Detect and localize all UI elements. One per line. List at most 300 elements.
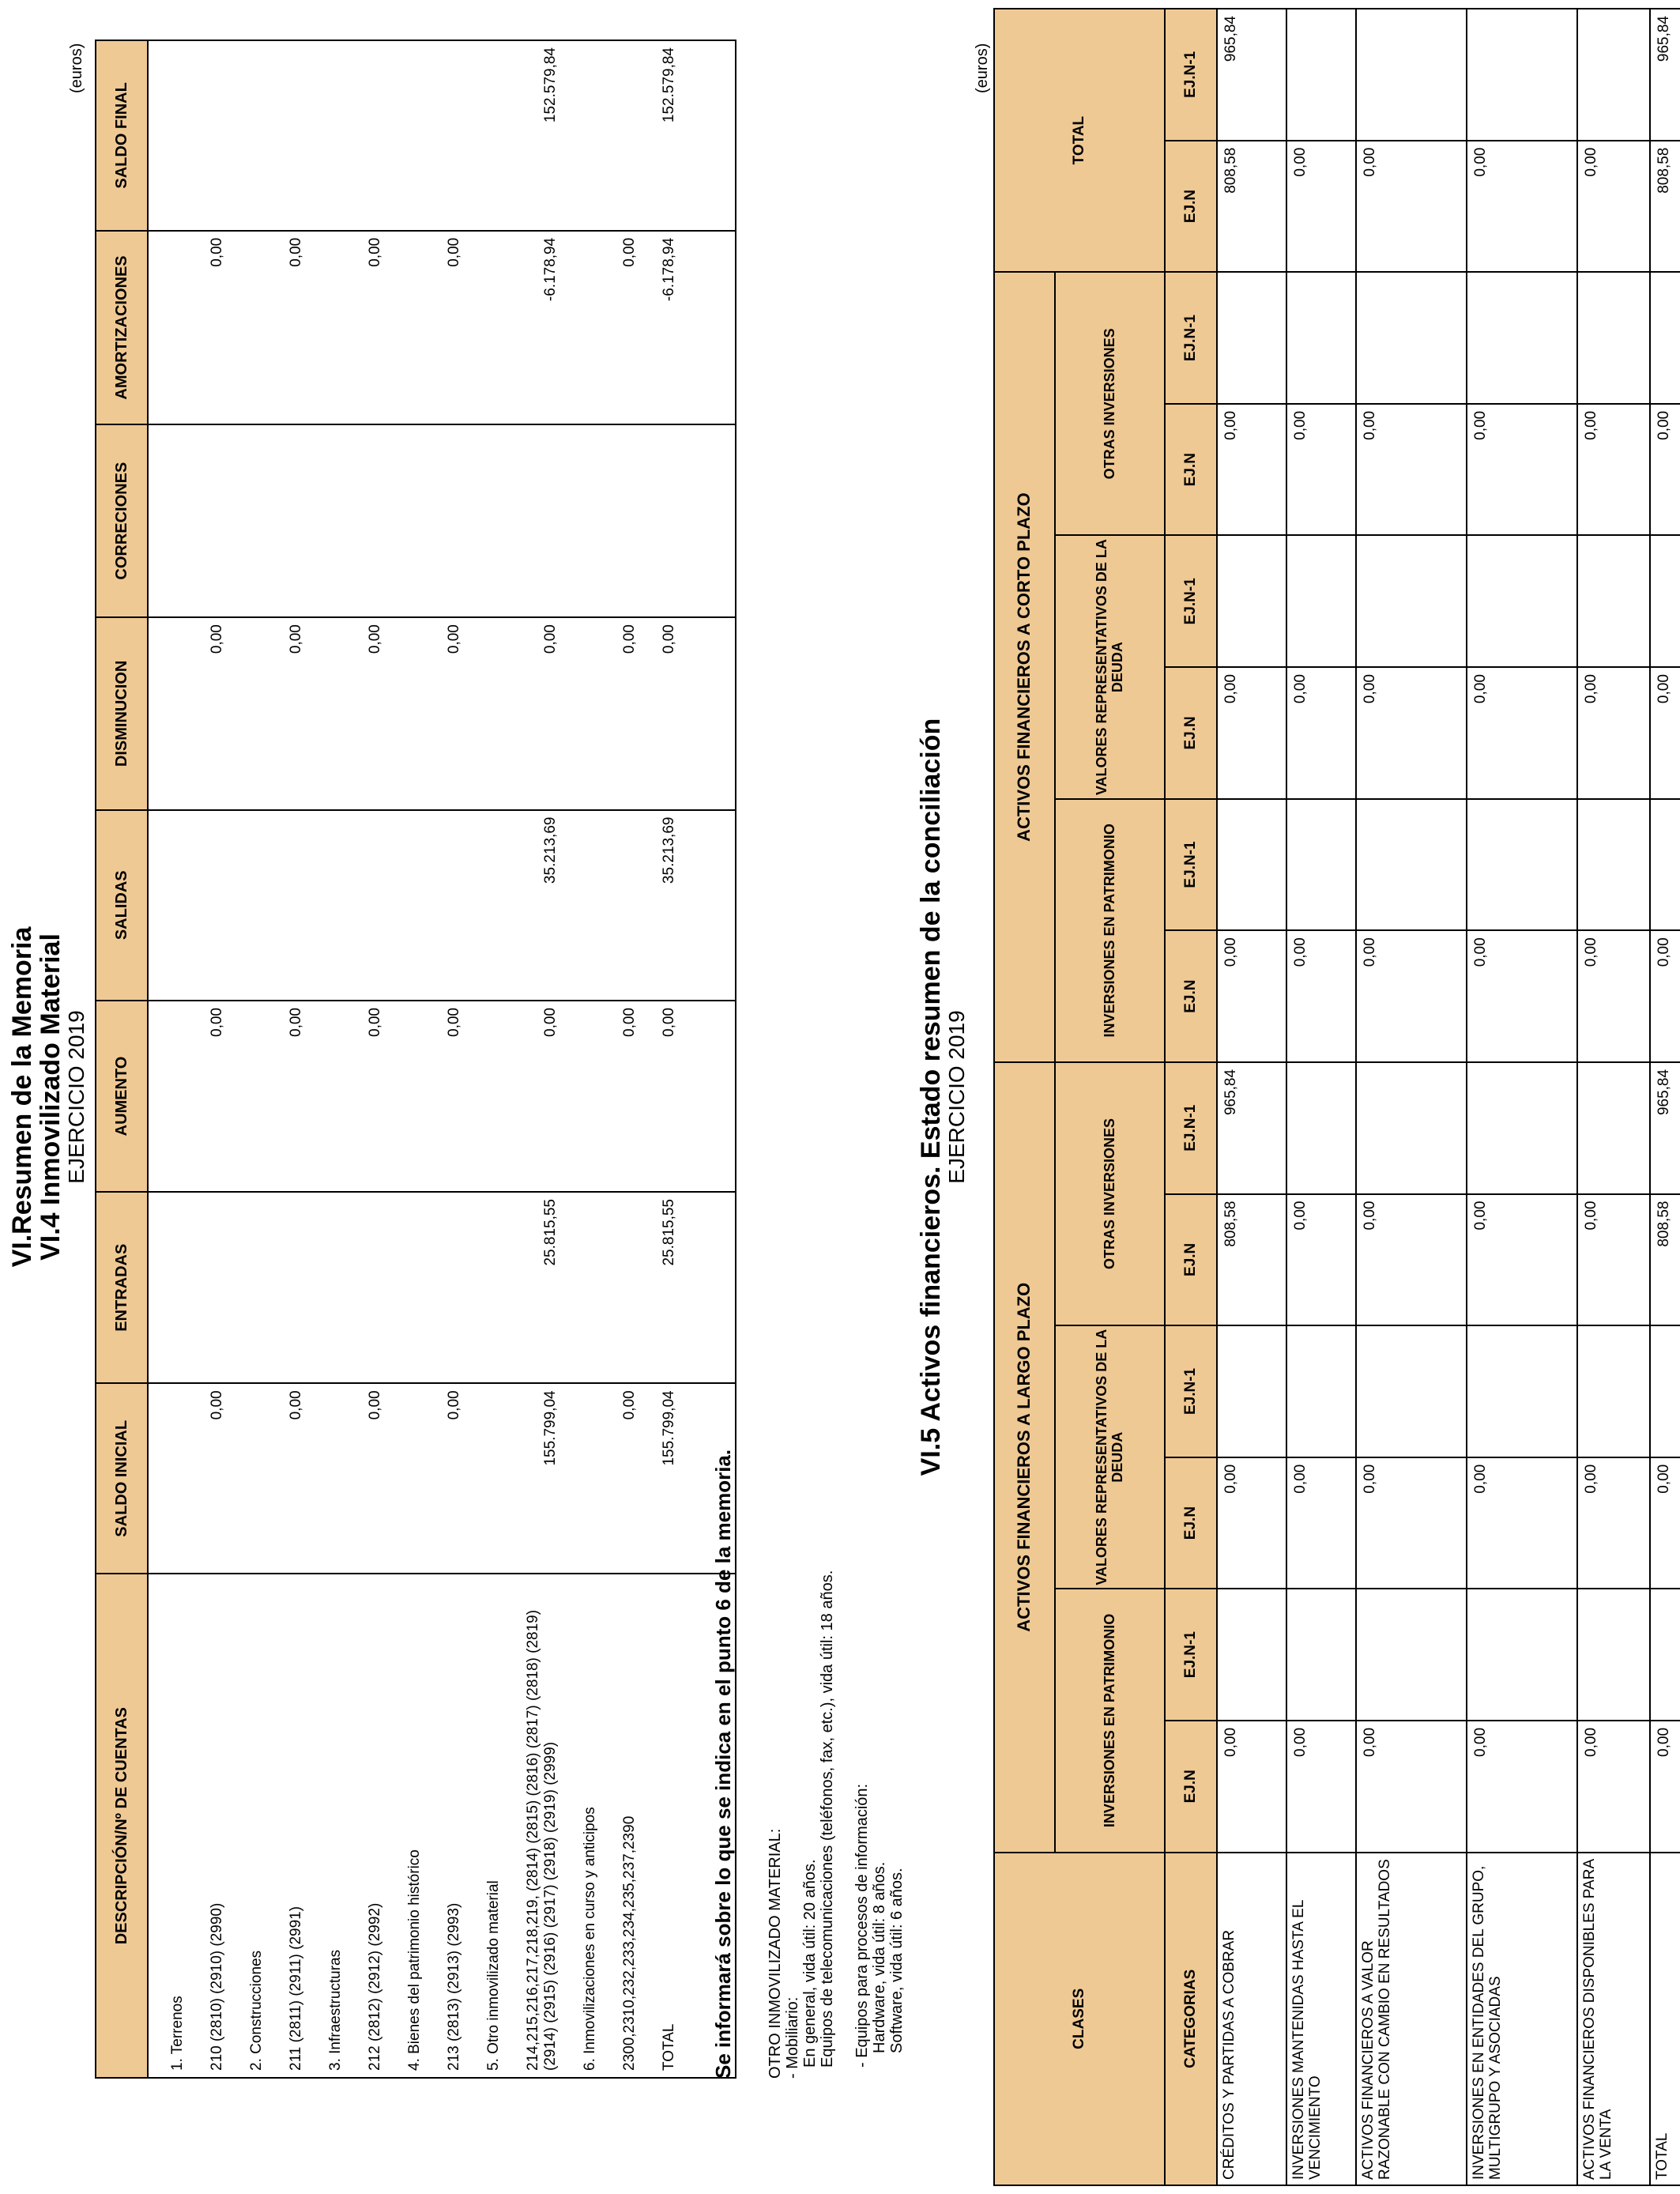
- row-category: INVERSIONES EN ENTIDADES DEL GRUPO, MULTIGRUPO Y ASOCIADAS: [1467, 1853, 1577, 2185]
- ej-header: EJ.N: [1165, 141, 1217, 273]
- value-cell: [390, 1193, 430, 1382]
- row-description-text: 5. Otro inmovilizado material: [485, 1880, 502, 2071]
- value-cell: 0,00: [1286, 667, 1356, 799]
- value-cell: [1356, 1589, 1467, 1721]
- row-description: [193, 1581, 232, 2071]
- value-text: 0,00: [446, 237, 462, 267]
- value-cell: [193, 1001, 232, 1191]
- row-description: [311, 1581, 351, 2071]
- value-cell: [1356, 272, 1467, 404]
- value-cell: [430, 618, 469, 809]
- value-text: 25.815,55: [542, 1199, 559, 1266]
- value-cell: [645, 425, 684, 616]
- value-cell: [390, 232, 430, 424]
- value-cell: [1650, 1325, 1680, 1457]
- value-cell: [430, 41, 469, 230]
- value-cell: [193, 811, 232, 1000]
- value-cell: 0,00: [1356, 404, 1467, 536]
- value-cell: [1356, 799, 1467, 931]
- value-cell: [390, 618, 430, 809]
- value-text: 152.579,84: [661, 47, 677, 123]
- column-header: SALDO FINAL: [96, 40, 148, 231]
- value-cell: [509, 41, 566, 230]
- value-cell: [272, 618, 311, 809]
- value-cell: 0,00: [1467, 667, 1577, 799]
- value-cell: [566, 1193, 605, 1382]
- group-header: INVERSIONES EN PATRIMONIO: [1055, 799, 1165, 1062]
- value-cell: [193, 41, 232, 230]
- depreciation-notes: [767, 1570, 906, 2079]
- ej-header: EJ.N-1: [1165, 799, 1217, 931]
- value-cell: [311, 41, 351, 230]
- value-text: 0,00: [367, 624, 383, 654]
- value-cell: [1286, 9, 1356, 141]
- header-largo-plazo: ACTIVOS FINANCIEROS A LARGO PLAZO: [994, 1062, 1055, 1853]
- value-text: 0,00: [542, 1008, 559, 1037]
- value-cell: 0,00: [1356, 667, 1467, 799]
- value-text: 152.579,84: [542, 47, 559, 123]
- row-description: [232, 1581, 272, 2071]
- value-text: 0,00: [621, 624, 638, 654]
- value-cell: [645, 232, 684, 424]
- table-header-row: [96, 40, 148, 2078]
- value-cell: [605, 1384, 645, 1573]
- value-cell: 808,58: [1650, 141, 1680, 273]
- value-cell: [509, 1384, 566, 1573]
- value-cell: 808,58: [1650, 1194, 1680, 1326]
- table-row: [1650, 9, 1680, 2185]
- row-description-text: 1. Terrenos: [169, 1996, 186, 2071]
- value-cell: [430, 1001, 469, 1191]
- value-cell: [566, 425, 605, 616]
- value-cell: [272, 41, 311, 230]
- value-cell: [311, 232, 351, 424]
- value-cell: [351, 1193, 390, 1382]
- value-cell: [605, 41, 645, 230]
- value-cell: 0,00: [1650, 667, 1680, 799]
- value-text: 0,00: [621, 237, 638, 267]
- value-cell: [1217, 1589, 1286, 1721]
- value-text: 0,00: [209, 624, 225, 654]
- value-cell: 0,00: [1356, 1721, 1467, 1853]
- memoria-note: Se informará sobre lo que se indica en el punto 6 de la memoria.: [711, 1449, 735, 2079]
- value-cell: [1577, 272, 1650, 404]
- column-header: CORRECIONES: [96, 424, 148, 617]
- value-cell: [469, 1193, 509, 1382]
- value-cell: [605, 1001, 645, 1191]
- value-cell: [232, 1384, 272, 1573]
- value-cell: [311, 1384, 351, 1573]
- value-cell: [1577, 1062, 1650, 1194]
- value-cell: [351, 618, 390, 809]
- value-cell: 0,00: [1217, 404, 1286, 536]
- value-text: 0,00: [621, 1008, 638, 1037]
- value-cell: [272, 811, 311, 1000]
- column-header: ENTRADAS: [96, 1192, 148, 1383]
- value-column: [148, 1001, 736, 1192]
- value-cell: [1467, 1589, 1577, 1721]
- value-cell: [566, 811, 605, 1000]
- value-cell: 808,58: [1217, 141, 1286, 273]
- value-cell: [390, 425, 430, 616]
- value-cell: [390, 1384, 430, 1573]
- note-line: Hardware, vida útil: 8 años.: [871, 1861, 888, 2053]
- section1-title: VI.Resumen de la Memoria: [7, 926, 37, 1268]
- value-cell: [351, 425, 390, 616]
- table-body-row: [148, 40, 736, 2078]
- value-cell: [272, 1384, 311, 1573]
- value-text: 0,00: [288, 624, 304, 654]
- value-cell: 965,84: [1217, 9, 1286, 141]
- value-cell: [232, 811, 272, 1000]
- value-cell: [153, 618, 193, 809]
- value-cell: [430, 1384, 469, 1573]
- ej-header: EJ.N: [1165, 1721, 1217, 1853]
- table-row: [1577, 9, 1650, 2185]
- value-cell: [566, 1001, 605, 1191]
- row-category: ACTIVOS FINANCIEROS A VALOR RAZONABLE CON CAMBIO EN RESULTADOS: [1356, 1853, 1467, 2185]
- value-cell: [469, 1384, 509, 1573]
- value-cell: [469, 232, 509, 424]
- value-cell: [272, 425, 311, 616]
- row-description-text: 2. Construcciones: [248, 1950, 265, 2071]
- row-description: [272, 1581, 311, 2071]
- value-cell: [430, 1193, 469, 1382]
- row-category: INVERSIONES MANTENIDAS HASTA EL VENCIMIENTO: [1286, 1853, 1356, 2185]
- value-text: 0,00: [661, 1008, 677, 1037]
- value-cell: [193, 1384, 232, 1573]
- value-cell: 0,00: [1356, 930, 1467, 1062]
- value-cell: [1286, 1589, 1356, 1721]
- value-cell: [509, 1193, 566, 1382]
- value-cell: [430, 425, 469, 616]
- note-line: Software, vida útil: 6 años.: [888, 1868, 906, 2053]
- group-header: VALORES REPRESENTATIVOS DE LA DEUDA: [1055, 535, 1165, 798]
- column-header: AUMENTO: [96, 1001, 148, 1192]
- value-text: 155.799,04: [661, 1390, 677, 1466]
- value-cell: [390, 1001, 430, 1191]
- value-cell: [272, 1193, 311, 1382]
- value-cell: 0,00: [1577, 1194, 1650, 1326]
- ej-header: EJ.N-1: [1165, 1325, 1217, 1457]
- column-header: DISMINUCION: [96, 617, 148, 809]
- value-cell: [1577, 799, 1650, 931]
- value-text: 0,00: [209, 237, 225, 267]
- value-cell: 0,00: [1356, 1457, 1467, 1589]
- value-cell: [351, 811, 390, 1000]
- table-row: [1217, 9, 1286, 2185]
- value-cell: 0,00: [1217, 1721, 1286, 1853]
- value-cell: [469, 41, 509, 230]
- value-cell: [1577, 1589, 1650, 1721]
- value-text: 0,00: [367, 237, 383, 267]
- value-text: 35.213,69: [661, 816, 677, 884]
- value-cell: [469, 1001, 509, 1191]
- value-cell: [272, 232, 311, 424]
- value-cell: [153, 1384, 193, 1573]
- value-cell: [232, 41, 272, 230]
- value-cell: [311, 811, 351, 1000]
- value-cell: 0,00: [1356, 1194, 1467, 1326]
- value-cell: 0,00: [1217, 667, 1286, 799]
- ej-header: EJ.N: [1165, 1194, 1217, 1326]
- value-text: 0,00: [446, 1008, 462, 1037]
- value-text: 155.799,04: [542, 1390, 559, 1466]
- value-cell: [1467, 1325, 1577, 1457]
- row-description: [390, 1581, 430, 2071]
- value-cell: 0,00: [1467, 141, 1577, 273]
- ej-header: EJ.N-1: [1165, 272, 1217, 404]
- value-cell: [1356, 1325, 1467, 1457]
- value-text: 0,00: [209, 1390, 225, 1420]
- header-corto-plazo: ACTIVOS FINANCIEROS A CORTO PLAZO: [994, 272, 1055, 1062]
- value-cell: [1217, 535, 1286, 667]
- value-cell: [509, 618, 566, 809]
- value-cell: [430, 232, 469, 424]
- row-description: [509, 1581, 566, 2071]
- value-cell: 965,84: [1650, 1062, 1680, 1194]
- value-cell: [645, 41, 684, 230]
- value-cell: 0,00: [1286, 1194, 1356, 1326]
- row-description-text: 214,215,216,217,218,219, (2814) (2815) (2816) (2817) (2818) (2819) (2914) (2915) (2916) (2917) (2918) (2919) (2999): [525, 1609, 559, 2071]
- note-line: - Mobiliario:: [784, 1996, 801, 2079]
- value-cell: [272, 1001, 311, 1191]
- value-text: 0,00: [446, 1390, 462, 1420]
- value-cell: 0,00: [1577, 930, 1650, 1062]
- value-cell: [1650, 799, 1680, 931]
- value-cell: [193, 618, 232, 809]
- row-description-text: 210 (2810) (2910) (2990): [209, 1902, 225, 2071]
- column-header: DESCRIPCIÓN/Nº DE CUENTAS: [96, 1574, 148, 2078]
- value-cell: [430, 811, 469, 1000]
- value-cell: [509, 1001, 566, 1191]
- ej-header: EJ.N-1: [1165, 1062, 1217, 1194]
- row-description: [153, 1581, 193, 2071]
- description-column: [148, 1574, 736, 2078]
- value-cell: [1286, 1325, 1356, 1457]
- value-cell: [1356, 1062, 1467, 1194]
- value-cell: [1356, 535, 1467, 667]
- value-cell: [1577, 9, 1650, 141]
- row-category: CRÉDITOS Y PARTIDAS A COBRAR: [1217, 1853, 1286, 2185]
- row-description-text: 3. Infraestructuras: [327, 1949, 344, 2071]
- ej-header: EJ.N: [1165, 667, 1217, 799]
- section2-units: (euros): [974, 43, 991, 93]
- value-text: 25.815,55: [661, 1199, 677, 1266]
- value-cell: [645, 1384, 684, 1573]
- value-cell: [1286, 799, 1356, 931]
- value-cell: [1467, 9, 1577, 141]
- header-clases: CLASES: [994, 1853, 1165, 2185]
- value-text: 0,00: [661, 624, 677, 654]
- value-cell: [153, 41, 193, 230]
- value-text: 0,00: [288, 1008, 304, 1037]
- value-cell: 0,00: [1286, 404, 1356, 536]
- value-cell: 0,00: [1217, 1457, 1286, 1589]
- note-line: En general, vida útil: 20 años.: [801, 1859, 819, 2068]
- ej-header: EJ.N: [1165, 404, 1217, 536]
- value-cell: 0,00: [1650, 930, 1680, 1062]
- value-text: 0,00: [367, 1390, 383, 1420]
- column-header: SALIDAS: [96, 810, 148, 1001]
- value-cell: [566, 1384, 605, 1573]
- value-cell: [1286, 1062, 1356, 1194]
- value-cell: [509, 425, 566, 616]
- value-cell: 0,00: [1650, 404, 1680, 536]
- value-text: -6.178,94: [661, 237, 677, 302]
- note-line: OTRO INMOVILIZADO MATERIAL:: [767, 1828, 784, 2079]
- value-cell: 0,00: [1286, 930, 1356, 1062]
- value-cell: [645, 811, 684, 1000]
- header-categorias: CATEGORIAS: [1165, 1853, 1217, 2185]
- section1-units: (euros): [68, 43, 85, 93]
- value-cell: [153, 811, 193, 1000]
- value-cell: [351, 1384, 390, 1573]
- value-cell: [1650, 272, 1680, 404]
- column-header: AMORTIZACIONES: [96, 231, 148, 424]
- value-cell: [645, 1001, 684, 1191]
- value-cell: 0,00: [1467, 404, 1577, 536]
- value-text: 0,00: [367, 1008, 383, 1037]
- value-cell: [311, 425, 351, 616]
- value-cell: [311, 1001, 351, 1191]
- row-description: [351, 1581, 390, 2071]
- value-cell: [1467, 1062, 1577, 1194]
- value-cell: 0,00: [1650, 1457, 1680, 1589]
- section1-year: EJERCICIO 2019: [64, 1010, 89, 1184]
- value-cell: [1577, 535, 1650, 667]
- value-text: 0,00: [446, 624, 462, 654]
- value-cell: [566, 618, 605, 809]
- row-description-text: 2300,2310,232,233,234,235,237,2390: [621, 1815, 638, 2071]
- row-description: [605, 1581, 645, 2071]
- value-column: [148, 40, 736, 231]
- value-cell: [1286, 535, 1356, 667]
- row-description-text: 211 (2811) (2911) (2991): [288, 1906, 304, 2071]
- value-text: 0,00: [288, 1390, 304, 1420]
- value-cell: [390, 811, 430, 1000]
- row-description-text: 4. Bienes del patrimonio histórico: [406, 1849, 423, 2071]
- value-cell: [605, 811, 645, 1000]
- value-text: 0,00: [288, 237, 304, 267]
- value-cell: [605, 232, 645, 424]
- section2-title: VI.5 Activos financieros. Estado resumen de la conciliación: [916, 718, 946, 1476]
- value-cell: [232, 1193, 272, 1382]
- note-line: [836, 1570, 853, 2079]
- value-cell: [1467, 272, 1577, 404]
- value-cell: [351, 1001, 390, 1191]
- value-cell: [1577, 1325, 1650, 1457]
- value-cell: 0,00: [1286, 1457, 1356, 1589]
- table-row: [1356, 9, 1467, 2185]
- row-description-text: TOTAL: [661, 2023, 677, 2071]
- note-line: - Equipos para procesos de información:: [853, 1783, 871, 2068]
- value-cell: 0,00: [1577, 667, 1650, 799]
- value-cell: 0,00: [1286, 1721, 1356, 1853]
- value-text: 35.213,69: [542, 816, 559, 884]
- value-cell: [469, 811, 509, 1000]
- group-header: OTRAS INVERSIONES: [1055, 1062, 1165, 1325]
- value-cell: 0,00: [1650, 1721, 1680, 1853]
- inmovilizado-table: [95, 40, 736, 2079]
- row-description: [430, 1581, 469, 2071]
- value-cell: [1467, 535, 1577, 667]
- value-cell: [153, 1193, 193, 1382]
- table-row: [1286, 9, 1356, 2185]
- value-text: -6.178,94: [542, 237, 559, 302]
- value-text: 0,00: [542, 624, 559, 654]
- value-column: [148, 810, 736, 1001]
- value-cell: [351, 232, 390, 424]
- value-cell: [153, 232, 193, 424]
- value-cell: [311, 618, 351, 809]
- value-cell: [193, 232, 232, 424]
- value-column: [148, 617, 736, 809]
- row-description-text: 212 (2812) (2912) (2992): [367, 1902, 383, 2071]
- value-cell: [645, 618, 684, 809]
- value-cell: [1467, 799, 1577, 931]
- group-header: INVERSIONES EN PATRIMONIO: [1055, 1589, 1165, 1852]
- value-cell: 0,00: [1577, 1721, 1650, 1853]
- value-cell: 0,00: [1286, 141, 1356, 273]
- row-description: [566, 1581, 605, 2071]
- value-cell: [605, 618, 645, 809]
- value-cell: [509, 232, 566, 424]
- value-cell: [1650, 535, 1680, 667]
- value-cell: [566, 41, 605, 230]
- value-cell: 0,00: [1577, 141, 1650, 273]
- value-cell: [390, 41, 430, 230]
- value-cell: 808,58: [1217, 1194, 1286, 1326]
- group-header: OTRAS INVERSIONES: [1055, 272, 1165, 535]
- value-cell: [1217, 799, 1286, 931]
- group-header: VALORES REPRESENTATIVOS DE LA DEUDA: [1055, 1325, 1165, 1589]
- value-cell: [351, 41, 390, 230]
- ej-header: EJ.N-1: [1165, 1589, 1217, 1721]
- ej-header: EJ.N-1: [1165, 535, 1217, 667]
- value-cell: [1286, 272, 1356, 404]
- row-description-text: 6. Inmovilizaciones en curso y anticipos: [582, 1807, 598, 2071]
- value-cell: 0,00: [1467, 1457, 1577, 1589]
- value-cell: [232, 425, 272, 616]
- ej-header: EJ.N: [1165, 930, 1217, 1062]
- ej-header: EJ.N-1: [1165, 9, 1217, 141]
- row-description: [469, 1581, 509, 2071]
- value-cell: [566, 232, 605, 424]
- column-header: SALDO INICIAL: [96, 1383, 148, 1574]
- value-column: [148, 424, 736, 617]
- row-description-text: 213 (2813) (2913) (2993): [446, 1902, 462, 2071]
- value-cell: [1217, 272, 1286, 404]
- table-row: [1467, 9, 1577, 2185]
- value-cell: [469, 425, 509, 616]
- value-cell: 0,00: [1467, 930, 1577, 1062]
- value-column: [148, 1383, 736, 1574]
- value-cell: [605, 425, 645, 616]
- value-cell: [311, 1193, 351, 1382]
- value-cell: [1356, 9, 1467, 141]
- value-cell: 0,00: [1577, 1457, 1650, 1589]
- value-cell: 965,84: [1217, 1062, 1286, 1194]
- value-cell: 0,00: [1217, 930, 1286, 1062]
- section1-subtitle: VI.4 Inmovilizado Material: [36, 933, 66, 1261]
- value-cell: [232, 1001, 272, 1191]
- value-column: [148, 1192, 736, 1383]
- row-description: [645, 1581, 684, 2071]
- value-cell: [1650, 1589, 1680, 1721]
- row-category: TOTAL: [1650, 1853, 1680, 2185]
- value-column: [148, 231, 736, 424]
